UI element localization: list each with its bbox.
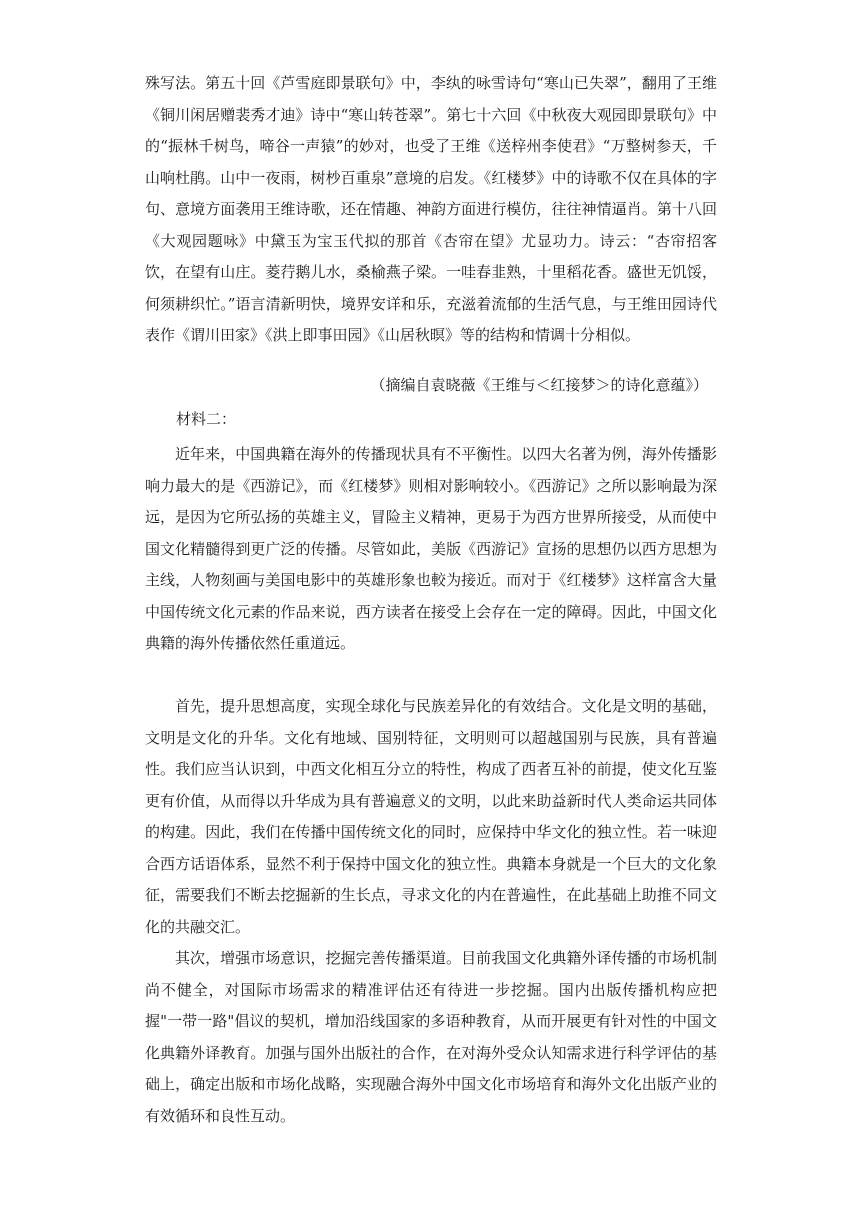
material2-paragraph-1: 近年来，中国典籍在海外的传播现状具有不平衡性。以四大名著为例，海外传播影响力最大的是《西游记》，而《红楼梦》则相对影响较小。《西游记》之所以影响最为深远，是因为它所弘扬的英雄主义，冒险主义精神，更易于为西方世界所接受，从而使中国文化精髓得到更广泛的传播。尽管如此，美版《西游记》宣扬的思想仍以西方思想为主线，人物刻画与美国电影中的英雄形象也較为接近。而对于《红楼梦》这样富含大量中国传统文化元素的作品来说，西方读者在接受上会存在一定的障碍。因此，中国文化典籍的海外传播依然任重道远。 (145, 445, 717, 652)
material2-label: 材料二： (176, 410, 237, 428)
material2-paragraph-3: 其次，增强市场意识，挖掘完善传播渠道。目前我国文化典籍外译传播的市场机制尚不健全，对国际市场需求的精准评估还有待进一步挖掘。国内出版传播机构应把握"一带一路"倡议的契机，增加沿线国家的多语种教育，从而开展更有针对性的中国文化典籍外译教育。加强与国外出版社的合作，在对海外受众认知需求进行科学评估的基础上，确定出版和市场化战略，实现融合海外中国文化市场培育和海外文化出版产业的有效循环和良性互动。 (145, 949, 717, 1125)
material1-paragraph: 殊写法。第五十回《芦雪庭即景联句》中，李纨的咏雪诗句“寒山已失翠”，翻用了王维《铜川闲居赠裴秀才迪》诗中“寒山转苍翠”。第七十六回《中秋夜大观园即景联句》中的“振林千树鸟，啼谷一声猿”的妙对，也受了王维《送梓州李使君》“万整树参天，千山响杜鹃。山中一夜雨，树杪百重泉”意境的启发。《红楼梦》中的诗歌不仅在具体的字句、意境方面袭用王维诗歌，还在情趣、神韵方面进行模仿，往往神情逼肖。第十八回《大观园题咏》中黛玉为宝玉代拟的那首《杏帘在望》尤显功力。诗云：“杏帘招客饮，在望有山庄。菱荇鹅儿水，桑榆燕子梁。一哇春韭熟，十里稻花香。盛世无饥馁，何须耕织忙。”语言清新明快，境界安详和乐，充滋着流郁的生活气息，与王维田园诗代表作《谓川田家》《洪上即事田园》《山居秋暝》等的结构和情调十分相似。 (145, 74, 717, 344)
material2-paragraph-2: 首先，提升思想高度，实现全球化与民族差异化的有效结合。文化是文明的基础，文明是文化的升华。文化有地域、国别特征，文明则可以超越国别与民族，具有普遍性。我们应当认识到，中西文化相互分立的特性，构成了西者互补的前提，使文化互鉴更有价值，从而得以升华成为具有普遍意义的文明，以此来助益新时代人类命运共同体的构建。因此，我们在传播中国传统文化的同时，应保持中华文化的独立性。若一味迎合西方话语体系，显然不利于保持中国文化的独立性。典籍本身就是一个巨大的文化象征，需要我们不断去挖掘新的生长点，寻求文化的内在普遍性，在此基础上助推不同文化的共融交汇。 (145, 697, 717, 936)
material1-source-citation: （摘编自袁晓薇《王维与＜红接梦＞的诗化意蕴》） (370, 376, 708, 394)
